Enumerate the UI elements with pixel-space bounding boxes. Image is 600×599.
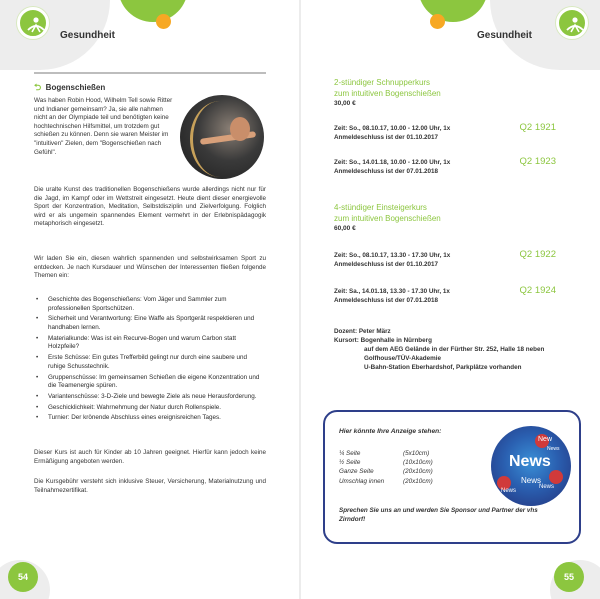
course-session — [334, 285, 570, 306]
health-logo-icon — [17, 7, 49, 39]
article-paragraph: Wir laden Sie ein, diesen wahrlich spannenden und selbstwirksamen Sport zu entdecken. Je nach Kursdauer und Wünschen der Interessenten fließen folgende Themen ein: — [34, 255, 266, 280]
news-word: News — [539, 484, 555, 490]
article-intro: Was haben Robin Hood, Wilhelm Tell sowie Ritter und Indianer gemeinsam? Ja, sie alle nahmen nicht an der Olympiade teil und benötigten keine hochtechnischen Hilfsmittel, um trotzdem gut schießen zu können. Denn sie waren Meister im "intuitiven" Zielen, dem "Bogenschießen nach Gefühl". — [34, 97, 173, 156]
course-code: Q2 1924 — [519, 285, 556, 296]
news-word: News — [547, 446, 560, 452]
ad-footer: Sprechen Sie uns an und werden Sie Sponsor und Partner der vhs Zirndorf! — [339, 507, 538, 524]
article-paragraph: Die uralte Kunst des traditionellen Bogenschießens wurde allerdings nicht nur für die Jagd, im Kampf oder im Wettstreit eingesetzt. Heute dient dieser energievolle Sport der Konzentration, Meditation, Selbstdisziplin und Zielverfolgung. Folglich wird er als ungemein spannendes Element vermehrt in der Erlebnispädagogik metaphorisch eingesetzt. — [34, 186, 266, 228]
course-session — [334, 249, 570, 270]
location-detail: Golfhouse/TÜV-Akademie — [364, 355, 441, 362]
teacher: Dozent: Peter März — [334, 328, 391, 335]
session-date: Zeit: So., 14.01.18, 10.00 - 12.00 Uhr, 1x — [334, 159, 451, 166]
advertisement-box — [323, 410, 581, 544]
list-item: • Variantenschüsse: 3-D-Ziele und bewegte Ziele als neue Herausforderung. — [34, 393, 266, 402]
article-paragraph: Die Kursgebühr versteht sich inklusive Steuer, Versicherung, Materialnutzung und Teilnahmezertifikat. — [34, 478, 266, 494]
news-word: News — [521, 476, 542, 485]
course-info — [334, 327, 574, 372]
ad-size-list — [339, 449, 433, 486]
course-price: 30,00 € — [334, 100, 356, 107]
course-title: zum intuitiven Bogenschießen — [334, 88, 441, 98]
course-title: 4-stündiger Einsteigerkurs — [334, 203, 427, 212]
ad-size-label: Ganze Seite — [339, 468, 374, 476]
ad-size-value: (20x10cm) — [403, 468, 433, 476]
ad-heading: Hier könnte Ihre Anzeige stehen: — [339, 428, 442, 435]
session-date: Zeit: So., 08.10.17, 13.30 - 17.30 Uhr, 1x — [334, 252, 451, 259]
archer-photo — [180, 95, 264, 179]
news-word: New — [538, 436, 553, 443]
ad-size-row — [339, 477, 433, 486]
topic-list — [34, 296, 266, 425]
course-session — [334, 156, 570, 177]
ad-size-row — [339, 467, 433, 476]
course-code: Q2 1923 — [519, 156, 556, 167]
page-number: 54 — [8, 562, 38, 592]
list-item: • Materialkunde: Was ist ein Recurve-Bogen und warum Carbon statt Holzpfeile? — [34, 335, 266, 352]
list-item: • Geschicklichkeit: Wahrnehmung der Natur durch Rollenspiele. — [34, 404, 266, 413]
news-word: News — [509, 453, 551, 470]
news-word: News — [501, 488, 517, 494]
session-date: Zeit: Sa., 14.01.18, 13.30 - 17.30 Uhr, 1x — [334, 288, 450, 295]
session-deadline: Anmeldeschluss ist der 01.10.2017 — [334, 260, 438, 268]
section-title: Gesundheit — [476, 30, 532, 41]
list-item: • Geschichte des Bogenschießens: Vom Jäger und Sammler zum professionellen Sportschützen. — [34, 296, 266, 313]
course-block — [334, 203, 570, 232]
location-detail: auf dem AEG Gelände in der Fürther Str. 252, Halle 18 neben — [364, 346, 545, 353]
course-title: 2-stündiger Schnupperkurs — [334, 78, 431, 87]
ad-size-row — [339, 449, 433, 458]
course-title: zum intuitiven Bogenschießen — [334, 213, 441, 223]
ad-size-value: (5x10cm) — [403, 450, 430, 457]
ad-size-value: (20x10cm) — [403, 477, 433, 485]
arrow-icon: ⮌ — [34, 82, 42, 92]
ad-size-label: Umschlag innen — [339, 477, 385, 485]
list-item: • Turnier: Der krönende Abschluss eines ereignisreichen Tages. — [34, 414, 266, 423]
article-paragraph: Dieser Kurs ist auch für Kinder ab 10 Jahren geeignet. Hierfür kann jedoch keine Ermäßigung angeboten werden. — [34, 449, 266, 465]
news-image — [491, 426, 571, 506]
location: Kursort: Bogenhalle in Nürnberg — [334, 337, 432, 344]
header-green-arc — [418, 0, 488, 22]
ad-size-label: ½ Seite — [339, 459, 361, 467]
list-item: • Erste Schüsse: Ein gutes Trefferbild gelingt nur durch eine saubere und ruhige Schusstechnik. — [34, 354, 266, 371]
course-block — [334, 78, 570, 107]
article-heading — [34, 72, 266, 96]
ad-size-value: (10x10cm) — [403, 459, 433, 467]
course-code: Q2 1922 — [519, 249, 556, 260]
course-code: Q2 1921 — [519, 122, 556, 133]
health-logo-icon — [556, 7, 588, 39]
list-item: • Sicherheit und Verantwortung: Eine Waffe als Sportgerät respektieren und handhaben lernen. — [34, 315, 266, 332]
page-number: 55 — [554, 562, 584, 592]
session-deadline: Anmeldeschluss ist der 07.01.2018 — [334, 167, 438, 175]
session-deadline: Anmeldeschluss ist der 01.10.2017 — [334, 133, 438, 141]
course-session — [334, 122, 570, 143]
section-title: Gesundheit — [60, 30, 116, 41]
header-orange-dot — [430, 14, 445, 29]
header-orange-dot — [156, 14, 171, 29]
ad-size-label: ¼ Seite — [339, 450, 361, 457]
header-green-arc — [118, 0, 188, 22]
ad-size-row — [339, 458, 433, 467]
list-item: • Gruppenschüsse: Im gemeinsamen Schießen die eigene Konzentration und die Teamenergie spüren. — [34, 374, 266, 391]
session-deadline: Anmeldeschluss ist der 07.01.2018 — [334, 296, 438, 304]
location-detail: U-Bahn-Station Eberhardshof, Parkplätze vorhanden — [364, 364, 522, 371]
article-title: Bogenschießen — [45, 83, 106, 92]
session-date: Zeit: So., 08.10.17, 10.00 - 12.00 Uhr, 1x — [334, 125, 451, 132]
course-price: 60,00 € — [334, 225, 356, 232]
